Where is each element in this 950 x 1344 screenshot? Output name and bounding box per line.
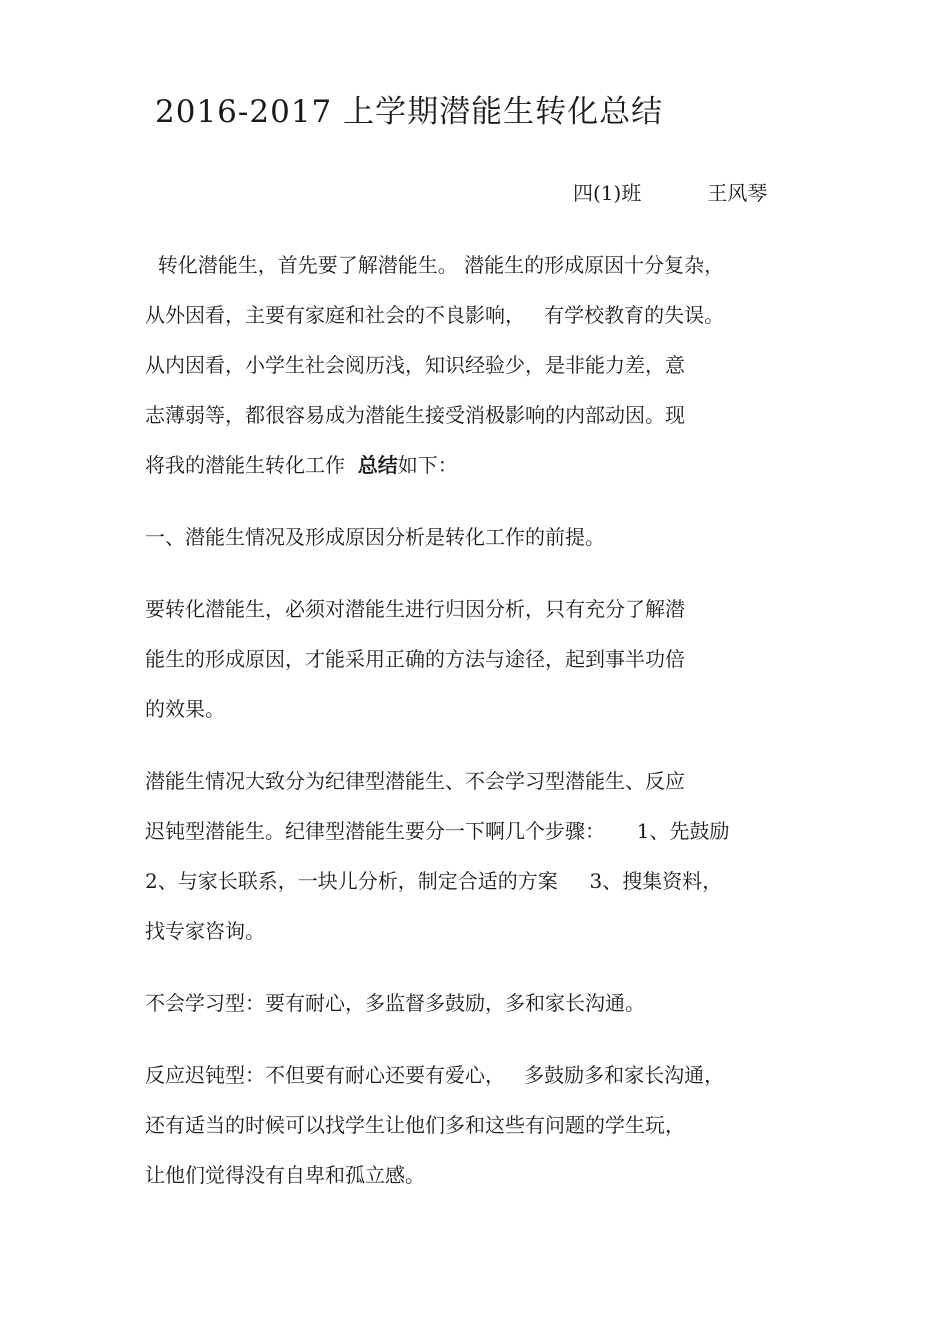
author-class: 四(1)班 xyxy=(573,181,642,205)
para3-line-4: 找专家咨询。 xyxy=(145,919,265,943)
para2-line-1: 要转化潜能生，必须对潜能生进行归因分析，只有充分了解潜 xyxy=(145,597,685,621)
intro-last-suffix: 如下： xyxy=(397,453,458,477)
para2-line-2: 能生的形成原因，才能采用正确的方法与途径，起到事半功倍 xyxy=(145,647,685,671)
intro-line-1: 转化潜能生，首先要了解潜能生。 潜能生的形成原因十分复杂， xyxy=(145,253,725,277)
intro-line-5 xyxy=(145,450,458,480)
para5-line-1: 反应迟钝型：不但要有耐心还要有爱心， 多鼓励多和家长沟通， xyxy=(145,1063,725,1087)
intro-last-bold: 总结 xyxy=(357,453,398,477)
intro-line-2: 从外因看，主要有家庭和社会的不良影响， 有学校教育的失误。 xyxy=(145,303,725,327)
para5-line-2: 还有适当的时候可以找学生让他们多和这些有问题的学生玩， xyxy=(145,1113,685,1137)
author-name: 王风琴 xyxy=(707,181,768,205)
intro-line-4: 志薄弱等，都很容易成为潜能生接受消极影响的内部动因。现 xyxy=(145,403,685,427)
para3-line-2: 迟钝型潜能生。纪律型潜能生要分一下啊几个步骤： 1、先鼓励 xyxy=(145,819,730,843)
para5-line-3: 让他们觉得没有自卑和孤立感。 xyxy=(145,1163,425,1187)
para3-line-1: 潜能生情况大致分为纪律型潜能生、不会学习型潜能生、反应 xyxy=(145,769,685,793)
document-title: 2016-2017 上学期潜能生转化总结 xyxy=(155,94,664,130)
author-line xyxy=(573,177,767,206)
intro-last-prefix: 将我的潜能生转化工作 xyxy=(145,453,358,477)
para2-line-3: 的效果。 xyxy=(145,697,225,721)
para3-line-3: 2、与家长联系，一块儿分析，制定合适的方案 3、搜集资料， xyxy=(145,869,723,893)
intro-line-3: 从内因看，小学生社会阅历浅，知识经验少，是非能力差，意 xyxy=(145,353,685,377)
section-1-heading: 一、潜能生情况及形成原因分析是转化工作的前提。 xyxy=(145,525,605,549)
para4-line-1: 不会学习型：要有耐心，多监督多鼓励，多和家长沟通。 xyxy=(145,991,645,1015)
